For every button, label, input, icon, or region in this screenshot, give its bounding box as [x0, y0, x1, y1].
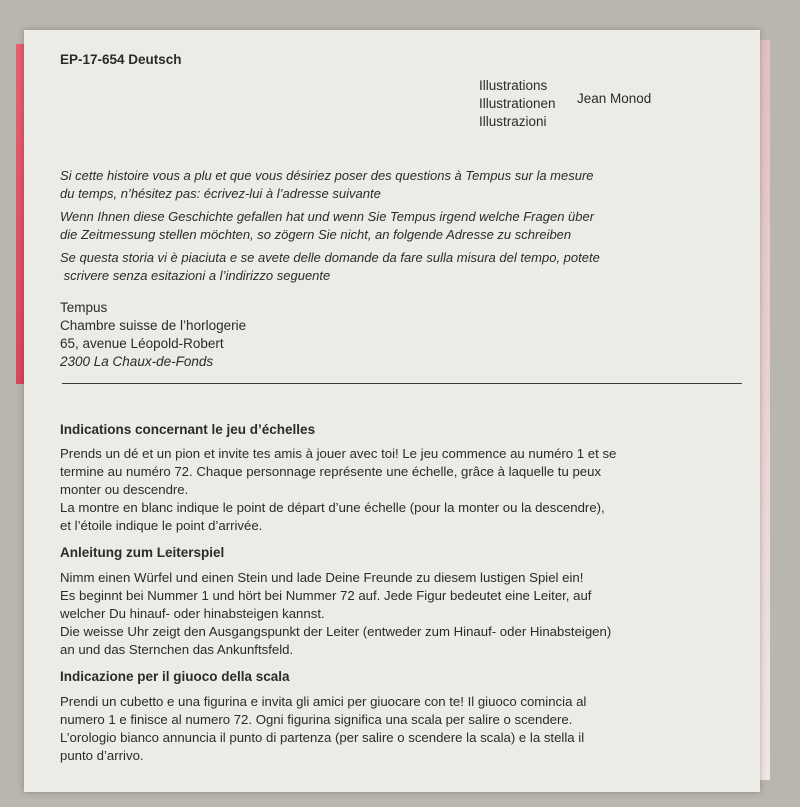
body-line: et l’étoile indique le point d’arrivée. — [60, 518, 263, 533]
address-line: Tempus — [60, 300, 108, 315]
intro-line: Se questa storia vi è piaciuta e se avete delle domande da fare sulla misura del tempo, potete — [60, 250, 600, 265]
body-line: punto d’arrivo. — [60, 748, 144, 763]
illustration-credits — [479, 77, 556, 131]
intro-line: scrivere senza esitazioni a l’indirizzo seguente — [60, 268, 331, 283]
cover-edge-red — [16, 44, 24, 384]
intro-line: Si cette histoire vous a plu et que vous désiriez poser des questions à Tempus sur la mesure — [60, 168, 594, 183]
body-line: termine au numéro 72. Chaque personnage représente une échelle, grâce à laquelle tu peux — [60, 464, 602, 479]
section-body-de — [60, 569, 700, 659]
section-body-it — [60, 693, 700, 765]
section-title-it: Indicazione per il giuoco della scala — [60, 669, 290, 684]
intro-italian — [60, 249, 700, 285]
body-line: Prends un dé et un pion et invite tes amis à jouer avec toi! Le jeu commence au numéro 1 et se — [60, 446, 617, 461]
postal-address — [60, 299, 246, 371]
divider-line — [62, 383, 742, 384]
credit-label-it: Illustrazioni — [479, 114, 547, 129]
address-line: 2300 La Chaux-de-Fonds — [60, 354, 214, 369]
body-line: numero 1 e finisce al numero 72. Ogni figurina significa una scala per salire o scendere. — [60, 712, 573, 727]
section-body-fr — [60, 445, 700, 535]
cover-edge-pink — [760, 40, 770, 780]
body-line: an und das Sternchen das Ankunftsfeld. — [60, 642, 294, 657]
body-line: monter ou descendre. — [60, 482, 189, 497]
credit-label-de: Illustrationen — [479, 96, 556, 111]
body-line: Es beginnt bei Nummer 1 und hört bei Nummer 72 auf. Jede Figur bedeutet eine Leiter, auf — [60, 588, 592, 603]
body-line: welcher Du hinauf- oder hinabsteigen kannst. — [60, 606, 325, 621]
address-line: Chambre suisse de l’horlogerie — [60, 318, 247, 333]
catalog-number: EP-17-654 Deutsch — [60, 52, 182, 67]
intro-line: die Zeitmessung stellen möchten, so zögern Sie nicht, an folgende Adresse zu schreiben — [60, 227, 572, 242]
credit-label-fr: Illustrations — [479, 78, 548, 93]
address-line: 65, avenue Léopold-Robert — [60, 336, 224, 351]
body-line: Die weisse Uhr zeigt den Ausgangspunkt der Leiter (entweder zum Hinauf- oder Hinabsteigen) — [60, 624, 612, 639]
section-title-de: Anleitung zum Leiterspiel — [60, 545, 225, 560]
intro-line: Wenn Ihnen diese Geschichte gefallen hat und wenn Sie Tempus irgend welche Fragen über — [60, 209, 595, 224]
intro-line: du temps, n’hésitez pas: écrivez-lui à l’adresse suivante — [60, 186, 381, 201]
body-line: L’orologio bianco annuncia il punto di partenza (per salire o scendere la scala) e la stella il — [60, 730, 585, 745]
section-title-fr: Indications concernant le jeu d’échelles — [60, 422, 316, 437]
body-line: Nimm einen Würfel und einen Stein und lade Deine Freunde zu diesem lustigen Spiel ein! — [60, 570, 584, 585]
artist-name: Jean Monod — [577, 91, 652, 106]
record-sleeve-back — [24, 30, 760, 792]
body-line: La montre en blanc indique le point de départ d’une échelle (pour la monter ou la descendre), — [60, 500, 605, 515]
body-line: Prendi un cubetto e una figurina e invita gli amici per giuocare con te! Il giuoco comincia al — [60, 694, 587, 709]
intro-german — [60, 208, 700, 244]
intro-french — [60, 167, 700, 203]
